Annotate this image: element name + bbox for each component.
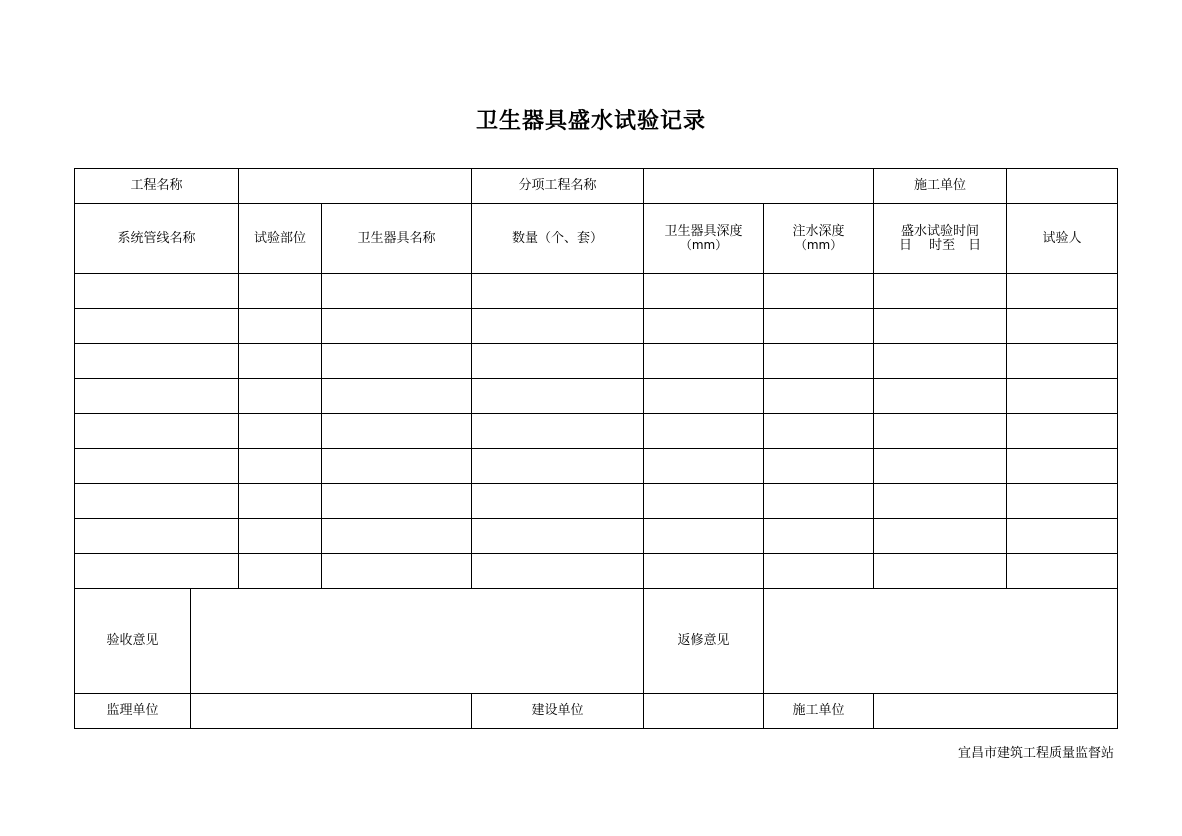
col-tester: 试验人 [1007, 204, 1118, 274]
table-cell[interactable] [239, 344, 322, 379]
table-cell[interactable] [239, 554, 322, 589]
table-row [75, 344, 1118, 379]
table-row [75, 519, 1118, 554]
table-cell[interactable] [472, 414, 644, 449]
table-cell[interactable] [644, 484, 764, 519]
construction-unit-label: 施工单位 [874, 169, 1007, 204]
table-cell[interactable] [472, 344, 644, 379]
acceptance-opinion-label: 验收意见 [75, 589, 191, 694]
table-cell[interactable] [75, 554, 239, 589]
col-fixture-depth-unit: （mm） [679, 238, 728, 252]
construction-sign-field[interactable] [874, 694, 1118, 729]
table-cell[interactable] [322, 414, 472, 449]
table-cell[interactable] [1007, 449, 1118, 484]
table-cell[interactable] [644, 344, 764, 379]
table-cell[interactable] [764, 274, 874, 309]
sub-project-field[interactable] [644, 169, 874, 204]
table-cell[interactable] [1007, 379, 1118, 414]
table-cell[interactable] [644, 519, 764, 554]
table-cell[interactable] [472, 379, 644, 414]
page-title: 卫生器具盛水试验记录 [475, 109, 706, 134]
table-cell[interactable] [472, 449, 644, 484]
repair-opinion-field[interactable] [764, 589, 1118, 694]
col-test-location: 试验部位 [239, 204, 322, 274]
table-cell[interactable] [1007, 519, 1118, 554]
table-cell[interactable] [75, 484, 239, 519]
opinion-row [75, 589, 1118, 694]
table-cell[interactable] [764, 519, 874, 554]
table-cell[interactable] [75, 519, 239, 554]
supervision-unit-field[interactable] [191, 694, 472, 729]
table-row [75, 274, 1118, 309]
col-water-depth-unit: （mm） [794, 238, 843, 252]
table-cell[interactable] [1007, 484, 1118, 519]
table-cell[interactable] [874, 379, 1007, 414]
table-cell[interactable] [239, 484, 322, 519]
table-cell[interactable] [239, 274, 322, 309]
table-row [75, 449, 1118, 484]
col-test-time [874, 204, 1007, 274]
table-row [75, 554, 1118, 589]
col-fixture-depth [644, 204, 764, 274]
table-cell[interactable] [644, 379, 764, 414]
table-cell[interactable] [322, 309, 472, 344]
table-cell[interactable] [644, 449, 764, 484]
table-cell[interactable] [1007, 309, 1118, 344]
header-row [75, 169, 1118, 204]
project-name-field[interactable] [239, 169, 472, 204]
table-cell[interactable] [874, 309, 1007, 344]
table-cell[interactable] [472, 519, 644, 554]
table-cell[interactable] [75, 449, 239, 484]
table-cell[interactable] [764, 309, 874, 344]
table-cell[interactable] [472, 484, 644, 519]
table-row [75, 309, 1118, 344]
table-cell[interactable] [874, 344, 1007, 379]
col-water-depth [764, 204, 874, 274]
table-cell[interactable] [75, 274, 239, 309]
table-cell[interactable] [764, 449, 874, 484]
col-system-pipe: 系统管线名称 [75, 204, 239, 274]
owner-unit-label: 建设单位 [472, 694, 644, 729]
table-cell[interactable] [764, 344, 874, 379]
table-cell[interactable] [764, 414, 874, 449]
acceptance-opinion-field[interactable] [191, 589, 644, 694]
table-cell[interactable] [239, 414, 322, 449]
table-cell[interactable] [322, 274, 472, 309]
table-row [75, 414, 1118, 449]
table-cell[interactable] [644, 274, 764, 309]
table-cell[interactable] [1007, 554, 1118, 589]
table-cell[interactable] [75, 344, 239, 379]
project-name-label: 工程名称 [75, 169, 239, 204]
table-cell[interactable] [322, 449, 472, 484]
table-cell[interactable] [322, 554, 472, 589]
table-cell[interactable] [1007, 274, 1118, 309]
table-cell[interactable] [1007, 344, 1118, 379]
table-cell[interactable] [239, 519, 322, 554]
table-cell[interactable] [239, 449, 322, 484]
table-cell[interactable] [764, 554, 874, 589]
table-row [75, 484, 1118, 519]
signature-row [75, 694, 1118, 729]
table-cell[interactable] [322, 484, 472, 519]
table-cell[interactable] [322, 379, 472, 414]
table-cell[interactable] [874, 449, 1007, 484]
issuer-footer: 宜昌市建筑工程质量监督站 [957, 746, 1114, 761]
table-row [75, 379, 1118, 414]
table-cell[interactable] [472, 554, 644, 589]
table-cell[interactable] [322, 519, 472, 554]
table-cell[interactable] [874, 484, 1007, 519]
sub-project-label: 分项工程名称 [472, 169, 644, 204]
supervision-unit-label: 监理单位 [75, 694, 191, 729]
table-cell[interactable] [644, 554, 764, 589]
col-quantity: 数量（个、套） [472, 204, 644, 274]
table-cell[interactable] [874, 554, 1007, 589]
construction-unit-field[interactable] [1007, 169, 1118, 204]
col-water-depth-label: 注水深度 [792, 224, 845, 239]
table-cell[interactable] [874, 519, 1007, 554]
table-cell[interactable] [75, 414, 239, 449]
table-cell[interactable] [874, 274, 1007, 309]
column-header-row [75, 204, 1118, 274]
table-cell[interactable] [874, 414, 1007, 449]
construction-sign-label: 施工单位 [764, 694, 874, 729]
table-cell[interactable] [322, 344, 472, 379]
col-fixture-depth-label: 卫生器具深度 [664, 224, 743, 239]
col-test-time-label: 盛水试验时间 [901, 223, 980, 239]
table-cell[interactable] [75, 309, 239, 344]
table-cell[interactable] [644, 309, 764, 344]
table-cell[interactable] [764, 484, 874, 519]
repair-opinion-label: 返修意见 [644, 589, 764, 694]
test-record-table [74, 168, 1118, 729]
col-test-time-range: 日 时至 日 [898, 237, 982, 253]
owner-unit-field[interactable] [644, 694, 764, 729]
table-cell[interactable] [764, 379, 874, 414]
table-cell[interactable] [75, 379, 239, 414]
table-cell[interactable] [472, 274, 644, 309]
table-cell[interactable] [472, 309, 644, 344]
table-cell[interactable] [239, 379, 322, 414]
table-cell[interactable] [1007, 414, 1118, 449]
table-cell[interactable] [644, 414, 764, 449]
col-fixture-name: 卫生器具名称 [322, 204, 472, 274]
table-cell[interactable] [239, 309, 322, 344]
